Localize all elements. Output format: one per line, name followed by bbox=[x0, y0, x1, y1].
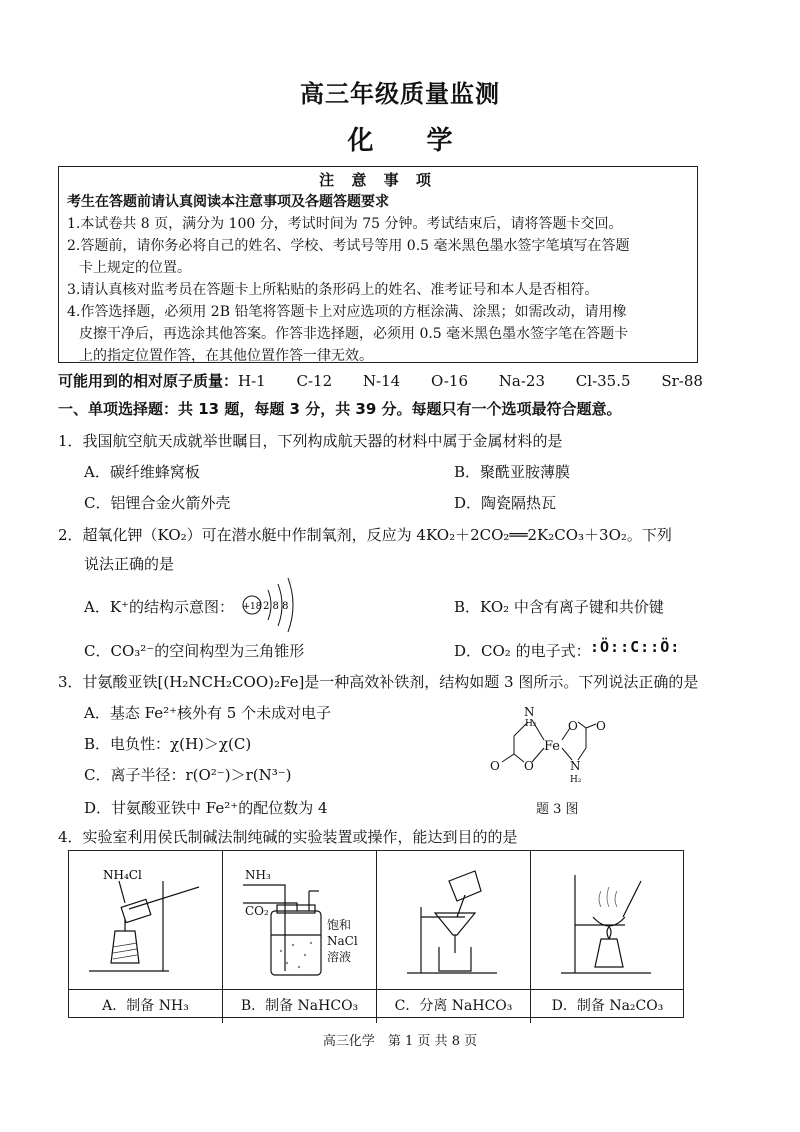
nh3-label: NH₃ bbox=[245, 868, 271, 882]
q2-option-a: A．K⁺的结构示意图： bbox=[84, 598, 234, 616]
notice-item: 2.答题前，请你务必将自己的姓名、学校、考试号等用 0.5 毫米黑色墨水签字笔填写在答题 bbox=[67, 238, 630, 254]
nacl-label: NaCl bbox=[327, 934, 358, 948]
q2-option-b: B．KO₂ 中含有离子键和共价键 bbox=[454, 598, 664, 616]
svg-text:O: O bbox=[568, 719, 578, 733]
apparatus-panel-b bbox=[223, 851, 377, 989]
co2-label: CO₂ bbox=[245, 904, 269, 918]
q1-option-c: C．铝锂合金火箭外壳 bbox=[84, 494, 231, 512]
mass-value: C-12 bbox=[296, 372, 333, 390]
panel-b-caption: B．制备 NaHCO₃ bbox=[223, 989, 377, 1023]
mass-value: Sr-88 bbox=[661, 372, 703, 390]
notice-item: 4.作答选择题，必须用 2B 铅笔将答题卡上对应选项的方框涂满、涂黑；如需改动，请用橡 bbox=[67, 304, 627, 320]
svg-text:O: O bbox=[596, 719, 606, 733]
panel-a-caption: A．制备 NH₃ bbox=[69, 989, 223, 1023]
nh4cl-label: NH₄Cl bbox=[103, 868, 142, 882]
ammonia-heating-apparatus bbox=[69, 851, 222, 985]
apparatus-panel-a bbox=[69, 851, 223, 989]
q3-option-b: B．电负性：χ(H)＞χ(C) bbox=[84, 735, 252, 753]
k-ion-structure-diagram bbox=[240, 572, 310, 632]
mass-value: H-1 bbox=[238, 372, 266, 390]
exam-title: 高三年级质量监测 bbox=[300, 79, 500, 108]
q3-option-d: D．甘氨酸亚铁中 Fe²⁺的配位数为 4 bbox=[84, 799, 328, 817]
svg-text:Fe: Fe bbox=[544, 739, 561, 754]
q2-stem-line2: 说法正确的是 bbox=[84, 555, 175, 573]
glycine-iron-structure bbox=[484, 700, 634, 790]
k-ion-shells-label: 2 8 8 bbox=[263, 601, 289, 612]
q3-option-a: A．基态 Fe²⁺核外有 5 个未成对电子 bbox=[84, 704, 332, 722]
q1-option-b: B．聚酰亚胺薄膜 bbox=[454, 463, 571, 481]
notice-item: 皮擦干净后，再选涂其他答案。作答非选择题，必须用 0.5 毫米黑色墨水签字笔在答题卡 bbox=[79, 326, 629, 342]
notice-lead: 考生在答题前请认真阅读本注意事项及各题答题要求 bbox=[67, 194, 389, 210]
mass-value: Cl-35.5 bbox=[575, 372, 631, 390]
mass-value: Na-23 bbox=[498, 372, 546, 390]
panel-d-caption: D．制备 Na₂CO₃ bbox=[531, 989, 684, 1023]
q2-option-d: D．CO₂ 的电子式： bbox=[454, 642, 591, 660]
evaporation-apparatus bbox=[531, 851, 684, 985]
apparatus-panel-d bbox=[531, 851, 684, 989]
q1-option-d: D．陶瓷隔热瓦 bbox=[454, 494, 557, 512]
saturated-label: 饱和 bbox=[327, 918, 352, 932]
atomic-masses bbox=[58, 370, 703, 391]
notice-heading: 注 意 事 项 bbox=[319, 171, 437, 189]
k-ion-nucleus-label: +18 bbox=[242, 602, 262, 612]
filtration-apparatus bbox=[377, 851, 530, 985]
mass-value: O-16 bbox=[430, 372, 468, 390]
svg-text:O: O bbox=[524, 759, 534, 773]
figure-3-caption: 题 3 图 bbox=[536, 802, 579, 817]
page-footer: 高三化学 第 1 页 共 8 页 bbox=[322, 1034, 478, 1049]
section-heading: 一、单项选择题：共 13 题，每题 3 分，共 39 分。每题只有一个选项最符合题意。 bbox=[58, 400, 622, 418]
svg-text:N: N bbox=[524, 705, 535, 719]
q2-option-c: C．CO₃²⁻的空间构型为三角锥形 bbox=[84, 642, 305, 660]
q4-stem: 4．实验室利用侯氏制碱法制纯碱的实验装置或操作，能达到目的的是 bbox=[58, 828, 518, 846]
co2-electron-formula: :Ö::C::Ö: bbox=[590, 638, 681, 656]
svg-text:N: N bbox=[570, 759, 581, 773]
q3-stem: 3．甘氨酸亚铁[(H₂NCH₂COO)₂Fe]是一种高效补铁剂，结构如题 3 图所示。下列说法正确的是 bbox=[58, 673, 699, 691]
panel-c-caption: C．分离 NaHCO₃ bbox=[377, 989, 531, 1023]
svg-text:H₂: H₂ bbox=[525, 719, 537, 729]
svg-text:H₂: H₂ bbox=[570, 775, 582, 785]
subject-title: 化 学 bbox=[347, 126, 475, 156]
q3-option-c: C．离子半径：r(O²⁻)＞r(N³⁻) bbox=[84, 766, 292, 784]
atomic-masses-label: 可能用到的相对原子质量： bbox=[58, 372, 239, 390]
mass-value: N-14 bbox=[362, 372, 401, 390]
q2-stem-line1: 2．超氧化钾（KO₂）可在潜水艇中作制氧剂，反应为 4KO₂＋2CO₂══2K₂CO₃＋3O₂。下列 bbox=[58, 526, 672, 544]
q1-stem: 1．我国航空航天成就举世瞩目，下列构成航天器的材料中属于金属材料的是 bbox=[58, 432, 563, 450]
notice-item: 3.请认真核对监考员在答题卡上所粘贴的条形码上的姓名、准考证号和本人是否相符。 bbox=[67, 282, 599, 298]
q1-option-a: A．碳纤维蜂窝板 bbox=[84, 463, 200, 481]
apparatus-table bbox=[68, 850, 684, 1018]
bicarbonate-preparation-apparatus bbox=[223, 851, 376, 985]
notice-item: 上的指定位置作答，在其他位置作答一律无效。 bbox=[79, 348, 373, 364]
solution-label: 溶液 bbox=[327, 950, 352, 964]
svg-text:O: O bbox=[490, 759, 500, 773]
notice-box bbox=[58, 166, 698, 363]
notice-item: 1.本试卷共 8 页，满分为 100 分，考试时间为 75 分钟。考试结束后，请将答题卡交回。 bbox=[67, 216, 623, 232]
notice-item: 卡上规定的位置。 bbox=[79, 260, 191, 276]
apparatus-panel-c bbox=[377, 851, 531, 989]
